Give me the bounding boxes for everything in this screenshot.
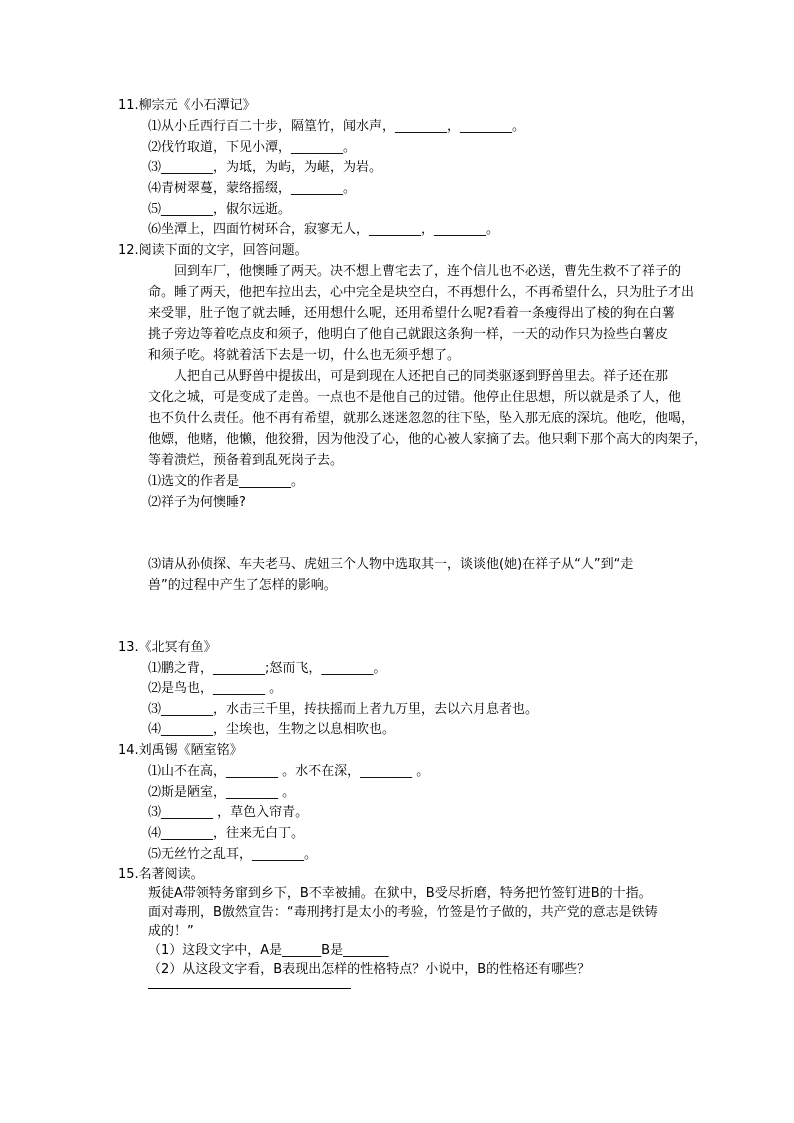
q11-item-3: ⑶________，为坻，为屿，为嵁，为岩。 <box>148 160 383 175</box>
q12-sub1: ⑴选文的作者是________。 <box>148 474 305 489</box>
q14-item-5: ⑸无丝竹之乱耳，________。 <box>148 847 318 862</box>
q12-passage-line: 也不负什么责任。他不再有希望，就那么迷迷忽忽的往下坠，坠入那无底的深坑。他吃，他喝， <box>148 411 695 426</box>
q15-title: 15.名著阅读。 <box>118 867 204 882</box>
q15-sub1: （1）这段文字中，A是______B是_______ <box>148 943 389 958</box>
q14-title: 14.刘禹锡《陋室铭》 <box>118 743 243 758</box>
q14-item-3: ⑶________ ，草色入帘青。 <box>148 805 309 820</box>
q13-item-4: ⑷________，尘埃也，生物之以息相吹也。 <box>148 722 396 737</box>
answer-underline <box>148 988 351 989</box>
q12-passage-line: 等着溃烂，预备着到乱死岗子去。 <box>148 453 344 468</box>
q11-item-1: ⑴从小丘西行百二十步，隔篁竹，闻水声，________，________。 <box>148 119 526 134</box>
q12-sub3-line2: 兽”的过程中产生了怎样的影响。 <box>148 578 337 593</box>
q11-item-6: ⑹坐潭上，四面竹树环合，寂寥无人，________，________。 <box>148 222 500 237</box>
q15-passage-line: 面对毒刑，B傲然宣告：“毒刑拷打是太小的考验，竹签是竹子做的，共产党的意志是铁铸 <box>148 905 658 920</box>
q12-passage-line: 来受罪，肚子饱了就去睡，还用想什么呢，还用希望什么呢?看着一条瘦得出了棱的狗在白薯 <box>148 306 675 321</box>
q11-item-5: ⑸________，俶尔远逝。 <box>148 202 292 217</box>
q12-title: 12.阅读下面的文字，回答问题。 <box>118 243 308 258</box>
q12-passage-line: 文化之城，可是变成了走兽。一点也不是他自己的过错。他停止住思想，所以就是杀了人，他 <box>148 390 682 405</box>
q14-item-4: ⑷________，往来无白丁。 <box>148 826 305 841</box>
q12-passage-line: 命。睡了两天，他把车拉出去，心中完全是块空白，不再想什么，不再希望什么，只为肚子才出 <box>148 285 695 300</box>
q12-passage-line: 他嫖，他赌，他懒，他狡猾，因为他没了心，他的心被人家摘了去。他只剩下那个高大的肉架子， <box>148 432 708 447</box>
q15-passage-line: 成的！” <box>148 924 194 939</box>
q12-passage-line: 人把自己从野兽中提拔出，可是到现在人还把自己的同类驱逐到野兽里去。祥子还在那 <box>148 369 669 384</box>
q12-sub3-line1: ⑶请从孙侦探、车夫老马、虎妞三个人物中选取其一，谈谈他(她)在祥子从“人”到“走 <box>148 557 634 572</box>
q12-passage-line: 挑子旁边等着吃点皮和须子，他明白了他自己就跟这条狗一样，一天的动作只为捡些白薯皮 <box>148 327 669 342</box>
q15-sub2: （2）从这段文字看，B表现出怎样的性格特点？小说中，B的性格还有哪些？ <box>148 962 591 977</box>
q13-item-2: ⑵是鸟也，________ 。 <box>148 681 283 696</box>
q13-item-3: ⑶________，水击三千里，抟扶摇而上者九万里，去以六月息者也。 <box>148 702 539 717</box>
q13-item-1: ⑴鹏之背，________;怒而飞，________。 <box>148 661 387 676</box>
q12-passage-line: 回到车厂，他懊睡了两天。决不想上曹宅去了，连个信儿也不必送，曹先生救不了祥子的 <box>148 264 682 279</box>
q12-passage-line: 和须子吃。将就着活下去是一切，什么也无须乎想了。 <box>148 348 461 363</box>
q11-title: 11.柳宗元《小石潭记》 <box>118 98 256 113</box>
q13-title: 13.《北冥有鱼》 <box>118 640 217 655</box>
q15-passage-line: 叛徒A带领特务窜到乡下，B不幸被捕。在狱中，B受尽折磨，特务把竹签钉进B的十指。 <box>148 886 652 901</box>
q14-item-1: ⑴山不在高，________ 。水不在深，________ 。 <box>148 764 430 779</box>
q12-sub2: ⑵祥子为何懊睡? <box>148 495 246 510</box>
q14-item-2: ⑵斯是陋室，________ 。 <box>148 785 296 800</box>
q11-item-2: ⑵伐竹取道，下见小潭，________。 <box>148 140 357 155</box>
q11-item-4: ⑷青树翠蔓，蒙络摇缀，________。 <box>148 181 357 196</box>
